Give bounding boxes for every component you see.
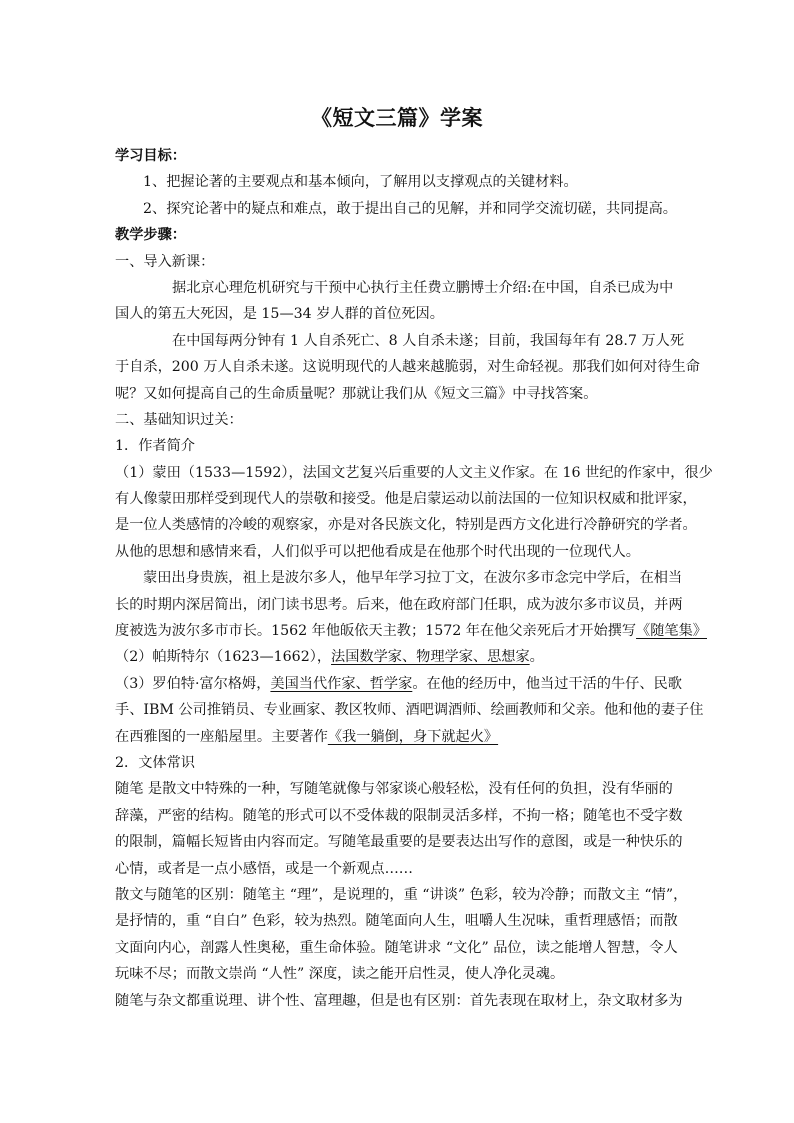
page-title: 《短文三篇》学案 bbox=[311, 105, 483, 130]
montaigne-line bbox=[115, 618, 707, 644]
intro-heading: 一、导入新课： bbox=[115, 253, 215, 270]
essay-line: 辞藻，严密的结构。随笔的形式可以不受体裁的限制灵活多样，不拘一格；随笔也不受字数 bbox=[115, 807, 683, 824]
montaigne-work-title: 《随笔集》 bbox=[636, 623, 707, 640]
intro-paragraph-line: 国人的第五大死因，是 15—34 岁人群的首位死因。 bbox=[115, 306, 444, 323]
pascal-end: 。 bbox=[529, 649, 544, 666]
intro-paragraph-line: 于自杀，200 万人自杀未遂。这说明现代的人越来越脆弱，对生命轻视。那我们如何对待生命 bbox=[115, 359, 700, 376]
fulghum-text: 在西雅图的一座船屋里。主要著作 bbox=[115, 728, 328, 745]
steps-heading: 教学步骤： bbox=[115, 227, 186, 244]
montaigne-line: 有人像蒙田那样受到现代人的崇敬和接受。他是启蒙运动以前法国的一位知识权威和批评家， bbox=[115, 491, 697, 508]
diff-line: 散文与随笔的区别：随笔主 “理”，是说理的，重 “讲谈” 色彩，较为冷静；而散文主 “情”， bbox=[115, 886, 688, 903]
fulghum-text: （3）罗伯特·富尔格姆， bbox=[115, 675, 271, 692]
pascal-text: （2）帕斯特尔（1623—1662）， bbox=[115, 649, 332, 666]
basics-heading: 二、基础知识过关： bbox=[115, 411, 243, 428]
fulghum-text: 。在他的经历中，他当过干活的牛仔、民歌 bbox=[412, 675, 682, 692]
genre-heading: 2．文体常识 bbox=[115, 754, 195, 771]
pascal-roles: 法国数学家、物理学家、思想家 bbox=[331, 649, 530, 666]
intro-paragraph-line: 在中国每两分钟有 1 人自杀死亡、8 人自杀未遂；目前，我国每年有 28.7 万人死 bbox=[172, 332, 685, 349]
montaigne-line: （1）蒙田（1533—1592），法国文艺复兴后重要的人文主义作家。在 16 世纪的作家中，很少 bbox=[115, 464, 713, 481]
montaigne-line: 长的时期内深居简出，闭门读书思考。后来，他在政府部门任职，成为波尔多市议员，并两 bbox=[115, 596, 683, 613]
objective-item: 1、把握论著的主要观点和基本倾向，了解用以支撑观点的关键材料。 bbox=[143, 174, 578, 191]
fulghum-work-title: 《我一躺倒，身下就起火》 bbox=[327, 728, 499, 745]
fulghum-line bbox=[115, 671, 683, 697]
authors-heading: 1．作者简介 bbox=[115, 438, 195, 455]
fulghum-line bbox=[115, 724, 683, 750]
montaigne-line: 是一位人类感情的冷峻的观察家，亦是对各民族文化，特别是西方文化进行冷静研究的学者。 bbox=[115, 517, 697, 534]
essay-line: 心情，或者是一点小感悟，或是一个新观点…… bbox=[115, 860, 413, 877]
diff-line: 是抒情的，重 “自白” 色彩，较为热烈。随笔面向人生，咀嚼人生况味，重哲理感悟；而散 bbox=[115, 913, 678, 930]
fulghum-line: 手、IBM 公司推销员、专业画家、教区牧师、酒吧调酒师、绘画教师和父亲。他和他的妻子住 bbox=[115, 702, 704, 719]
zawen-line: 随笔与杂文都重说理、讲个性、富理趣，但是也有区别：首先表现在取材上，杂文取材多为 bbox=[115, 992, 683, 1009]
diff-line: 玩味不尽；而散文崇尚 “人性” 深度，读之能开启性灵，使人净化灵魂。 bbox=[115, 966, 565, 983]
fulghum-roles: 美国当代作家、哲学家 bbox=[270, 675, 413, 692]
essay-line: 的限制，篇幅长短皆由内容而定。写随笔最重要的是要表达出写作的意图，或是一种快乐的 bbox=[115, 834, 683, 851]
montaigne-line: 蒙田出身贵族，祖上是波尔多人，他早年学习拉丁文，在波尔多市念完中学后，在相当 bbox=[143, 570, 683, 587]
intro-paragraph-line: 据北京心理危机研究与干预中心执行主任费立鹏博士介绍:在中国，自杀已成为中 bbox=[172, 279, 674, 296]
objectives-heading: 学习目标： bbox=[115, 148, 186, 164]
objective-item: 2、探究论著中的疑点和难点，敢于提出自己的见解，并和同学交流切磋，共同提高。 bbox=[143, 200, 677, 217]
montaigne-line: 从他的思想和感情来看，人们似乎可以把他看成是在他那个时代出现的一位现代人。 bbox=[115, 543, 640, 560]
essay-line: 随笔 是散文中特殊的一种，写随笔就像与邻家谈心般轻松，没有任何的负担，没有华丽的 bbox=[115, 781, 673, 798]
document-body bbox=[115, 143, 713, 1014]
diff-line: 文面向内心，剖露人性奥秘，重生命体验。随笔讲求 “文化” 品位，读之能增人智慧，令人 bbox=[115, 939, 678, 956]
montaigne-text: 度被选为波尔多市市长。1562 年他皈依天主教；1572 年在他父亲死后才开始撰写 bbox=[115, 623, 637, 640]
pascal-line bbox=[115, 644, 683, 670]
intro-paragraph-line: 呢？又如何提高自己的生命质量呢？那就让我们从《短文三篇》中寻找答案。 bbox=[115, 385, 598, 402]
